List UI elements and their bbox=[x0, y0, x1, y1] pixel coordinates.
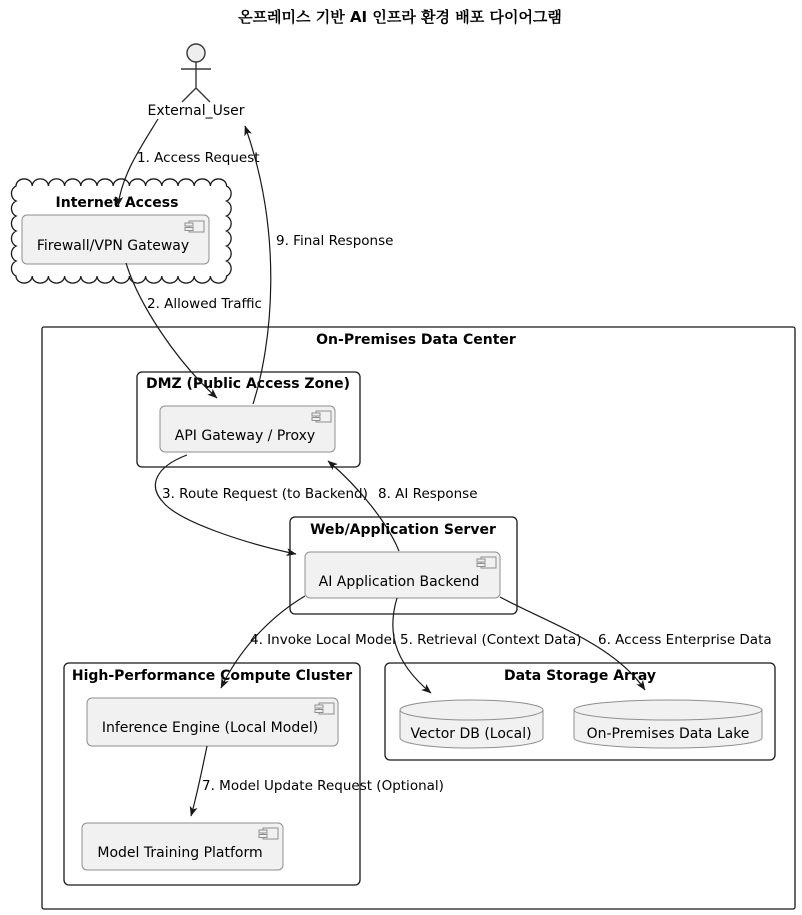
group-storage bbox=[385, 663, 775, 760]
dmz-title: DMZ (Public Access Zone) bbox=[145, 376, 351, 392]
group-compute-cluster bbox=[64, 663, 360, 885]
component-firewall bbox=[22, 215, 209, 264]
component-training-platform bbox=[82, 823, 283, 870]
edge-label-1: 1. Access Request bbox=[137, 150, 260, 166]
component-label: Inference Engine (Local Model) bbox=[101, 720, 319, 736]
component-inference-engine bbox=[87, 698, 338, 746]
cloud-internet-access bbox=[11, 179, 231, 283]
actor-external-user bbox=[148, 44, 245, 119]
edge-label-3: 3. Route Request (to Backend) bbox=[162, 486, 368, 502]
database-label: On-Premises Data Lake bbox=[586, 726, 750, 742]
uml-component-icon bbox=[312, 411, 331, 422]
datacenter-title: On-Premises Data Center bbox=[316, 332, 516, 348]
database-label: Vector DB (Local) bbox=[410, 726, 532, 742]
uml-component-icon bbox=[185, 221, 204, 232]
edge-label-7: 7. Model Update Request (Optional) bbox=[202, 778, 444, 794]
uml-component-icon bbox=[315, 703, 334, 714]
group-web-server bbox=[290, 517, 517, 614]
edge-label-5: 5. Retrieval (Context Data) bbox=[400, 632, 582, 648]
group-dmz bbox=[137, 372, 360, 467]
component-api-gateway bbox=[160, 406, 335, 452]
edge-label-6: 6. Access Enterprise Data bbox=[598, 632, 772, 648]
database-vector-db bbox=[400, 700, 543, 748]
actor-body bbox=[181, 62, 211, 102]
group-datacenter bbox=[42, 327, 795, 909]
edge-label-2: 2. Allowed Traffic bbox=[147, 296, 262, 312]
actor-head bbox=[187, 44, 205, 62]
web-server-title: Web/Application Server bbox=[310, 522, 496, 538]
component-label: Model Training Platform bbox=[97, 845, 263, 861]
actor-label: External_User bbox=[147, 103, 245, 119]
storage-title: Data Storage Array bbox=[503, 668, 657, 684]
uml-component-icon bbox=[259, 828, 278, 839]
edge-label-8: 8. AI Response bbox=[378, 486, 478, 502]
edge-label-4: 4. Invoke Local Model bbox=[250, 632, 396, 648]
component-label: AI Application Backend bbox=[318, 574, 480, 590]
component-ai-backend bbox=[305, 552, 500, 598]
component-label: API Gateway / Proxy bbox=[174, 428, 316, 444]
compute-cluster-title: High-Performance Compute Cluster bbox=[71, 668, 353, 684]
database-data-lake bbox=[574, 700, 762, 748]
edge-label-9: 9. Final Response bbox=[276, 233, 394, 249]
cloud-title: Internet Access bbox=[55, 195, 179, 211]
diagram-title: 온프레미스 기반 AI 인프라 환경 배포 다이어그램 bbox=[238, 8, 562, 26]
uml-component-icon bbox=[477, 557, 496, 568]
component-label: Firewall/VPN Gateway bbox=[36, 238, 190, 254]
